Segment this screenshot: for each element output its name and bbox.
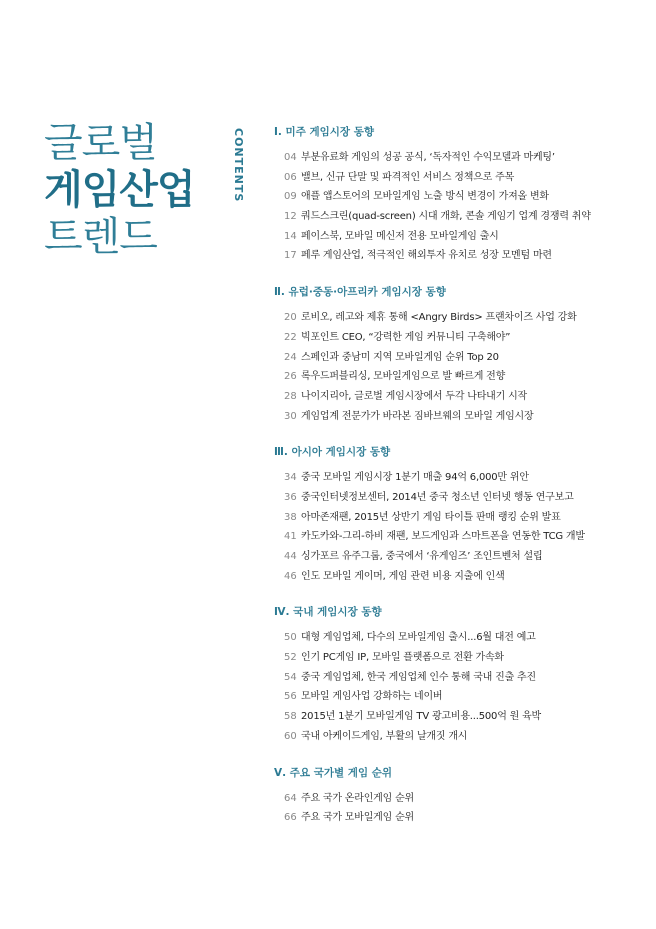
toc-entry[interactable] [274,488,644,508]
page-number: 52 [284,652,297,664]
toc-entry[interactable] [274,187,644,207]
toc-entry[interactable] [274,468,644,488]
entry-title: 로비오, 레고와 제휴 통해 <Angry Birds> 프랜차이즈 사업 강화 [301,312,577,324]
entry-title: 애플 앱스토어의 모바일게임 노출 방식 변경이 가져올 변화 [301,191,549,203]
entry-title: 인도 모바일 게이머, 게임 관련 비용 지출에 인색 [301,570,505,582]
page-number: 24 [284,351,297,363]
entry-title: 게임업계 전문가가 바라본 짐바브웨의 모바일 게임시장 [301,410,534,422]
toc-section [274,284,644,426]
section-heading: Ⅱ. 유럽·중동·아프리카 게임시장 동향 [274,286,446,299]
toc-entry[interactable] [274,168,644,188]
toc-entry[interactable] [274,727,644,747]
toc-entry[interactable] [274,687,644,707]
page-number: 38 [284,511,297,523]
toc-entry[interactable] [274,387,644,407]
page-number: 28 [284,390,297,402]
toc-entry[interactable] [274,567,644,587]
page-number: 04 [284,152,297,163]
page-number: 60 [284,730,297,742]
title-line-1: 글로벌 [44,120,157,166]
toc-entry[interactable] [274,668,644,688]
entry-title: 대형 게임업체, 다수의 모바일게임 출시...6월 대전 예고 [301,632,536,644]
section-heading: Ⅲ. 아시아 게임시장 동향 [274,446,391,459]
table-of-contents [274,124,644,846]
page-number: 50 [284,632,297,644]
entry-title: 밸브, 신규 단말 및 파격적인 서비스 정책으로 주목 [301,171,515,183]
page-number: 06 [284,171,297,183]
toc-entry[interactable] [274,227,644,247]
page-number: 09 [284,191,297,203]
entry-title: 2015년 1분기 모바일게임 TV 광고비용...500억 원 육박 [301,711,542,723]
toc-section [274,444,644,586]
toc-section [274,604,644,746]
toc-entry[interactable] [274,707,644,727]
page-number: 17 [284,250,297,262]
page-number: 56 [284,691,297,703]
toc-entry[interactable] [274,527,644,547]
page-number: 44 [284,551,297,562]
page-number: 30 [284,410,297,422]
entry-title: 싱가포르 유주그룹, 중국에서 ‘유게임즈’ 조인트벤처 설립 [301,551,543,562]
entry-title: 주요 국가 모바일게임 순위 [301,812,414,824]
toc-entry[interactable] [274,508,644,528]
title-line-3: 트렌드 [44,214,157,260]
toc-section [274,765,644,828]
entry-title: 모바일 게임사업 강화하는 네이버 [301,691,443,703]
page-number: 66 [284,812,297,824]
toc-entry[interactable] [274,789,644,809]
toc-entry[interactable] [274,348,644,368]
entry-title: 주요 국가 온라인게임 순위 [301,792,414,804]
toc-entry[interactable] [274,547,644,567]
entry-title: 부분유료화 게임의 성공 공식, ‘독자적인 수익모델과 마케팅’ [301,152,555,163]
entry-title: 카도카와-그리-하비 재팬, 보드게임과 스마트폰을 연동한 TCG 개발 [301,531,585,543]
entry-title: 빅포인트 CEO, “강력한 게임 커뮤니티 구축해야” [301,331,511,343]
toc-entry[interactable] [274,308,644,328]
entry-title: 아마존재팬, 2015년 상반기 게임 타이틀 판매 랭킹 순위 발표 [301,511,561,523]
entry-title: 인기 PC게임 IP, 모바일 플랫폼으로 전환 가속화 [301,652,504,664]
document-title [44,120,214,261]
page-number: 26 [284,371,297,383]
section-heading: Ⅰ. 미주 게임시장 동향 [274,126,375,138]
entry-title: 국내 아케이드게임, 부활의 날개짓 개시 [301,730,468,742]
toc-entry[interactable] [274,808,644,828]
title-line-2: 게임산업 [44,167,195,213]
section-heading: Ⅴ. 주요 국가별 게임 순위 [274,766,393,779]
page-number: 20 [284,312,297,324]
toc-entry[interactable] [274,246,644,266]
page-number: 58 [284,711,297,723]
toc-entry[interactable] [274,367,644,387]
page-number: 41 [284,531,297,543]
entry-title: 중국인터넷정보센터, 2014년 중국 청소년 인터넷 행동 연구보고 [301,491,574,503]
page-number: 22 [284,331,297,343]
toc-section [274,124,644,266]
toc-entry[interactable] [274,628,644,648]
toc-entry[interactable] [274,648,644,668]
entry-title: 쿼드스크린(quad-screen) 시대 개화, 콘솔 게임기 업계 경쟁력 취약 [301,211,591,223]
entry-title: 중국 게임업체, 한국 게임업체 인수 통해 국내 진출 추진 [301,671,536,683]
page-number: 46 [284,570,297,582]
entry-title: 록우드퍼블리싱, 모바일게임으로 발 빠르게 전향 [301,371,506,383]
page-number: 64 [284,792,297,804]
page-number: 36 [284,491,297,503]
entry-title: 페이스북, 모바일 메신저 전용 모바일게임 출시 [301,230,499,242]
page-number: 34 [284,472,297,484]
entry-title: 나이지리아, 글로벌 게임시장에서 두각 나타내기 시작 [301,390,527,402]
entry-title: 페루 게임산업, 적극적인 해외투자 유치로 성장 모멘텀 마련 [301,250,552,262]
section-heading: Ⅳ. 국내 게임시장 동향 [274,606,382,619]
page-number: 12 [284,211,297,223]
page-number: 14 [284,230,297,242]
toc-entry[interactable] [274,207,644,227]
toc-entry[interactable] [274,148,644,168]
toc-entry[interactable] [274,407,644,427]
toc-entry[interactable] [274,328,644,348]
page-number: 54 [284,671,297,683]
contents-label: CONTENTS [232,128,245,203]
entry-title: 중국 모바일 게임시장 1분기 매출 94억 6,000만 위안 [301,472,529,484]
entry-title: 스페인과 중남미 지역 모바일게임 순위 Top 20 [301,351,499,363]
